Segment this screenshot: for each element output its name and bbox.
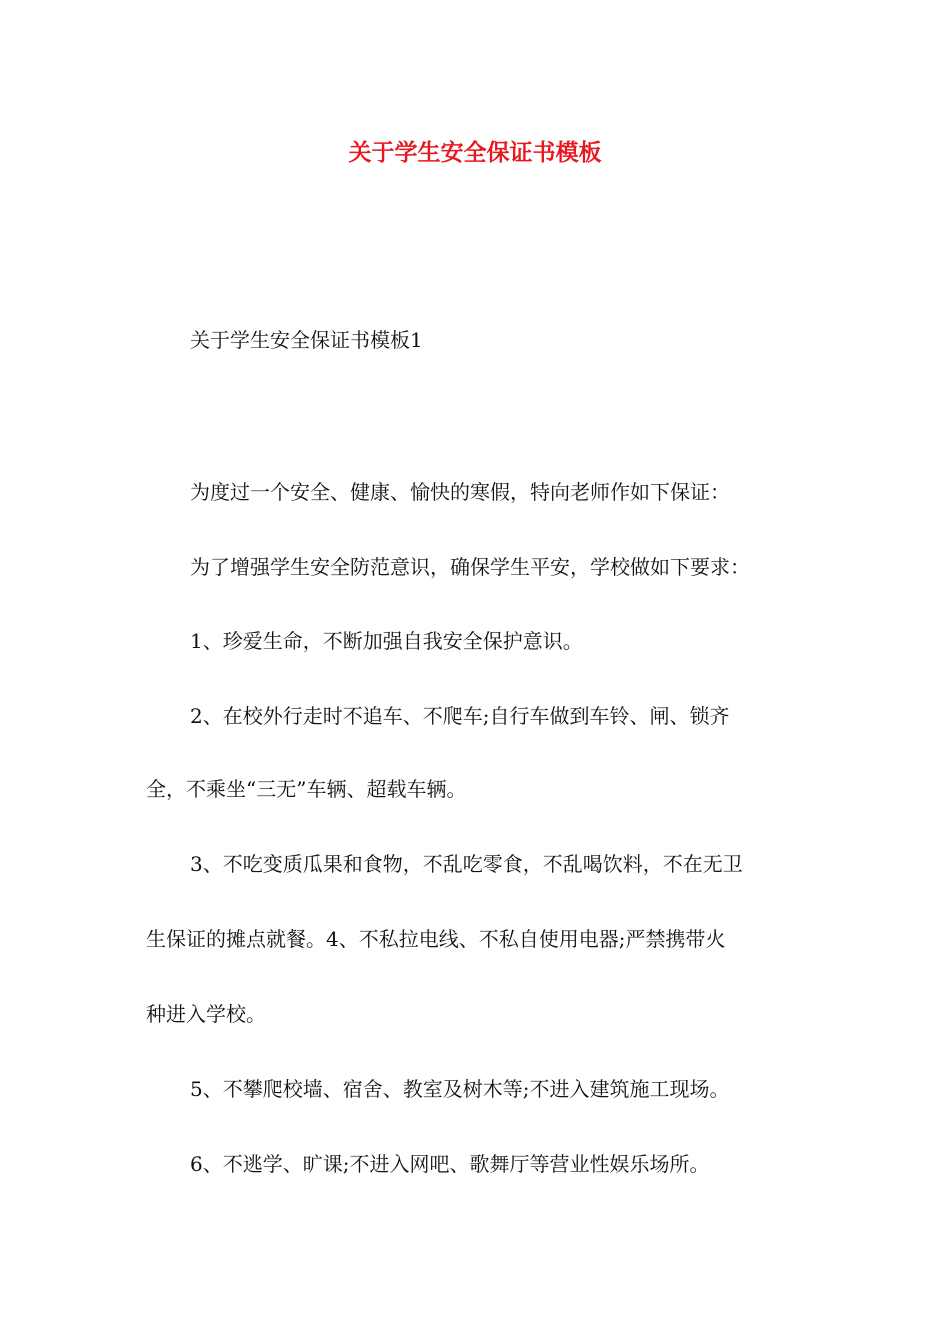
paragraph-line: 1、珍爱生命，不断加强自我安全保护意识。 [190,629,583,653]
section-heading: 关于学生安全保证书模板1 [190,328,423,352]
paragraph-line: 为了增强学生安全防范意识，确保学生平安，学校做如下要求： [190,555,750,579]
paragraph-line: 3、不吃变质瓜果和食物，不乱吃零食，不乱喝饮料，不在无卫 [190,852,743,876]
paragraph-line: 生保证的摊点就餐。4、不私拉电线、不私自使用电器;严禁携带火 [146,927,726,951]
paragraph-line: 全，不乘坐“三无”车辆、超载车辆。 [146,777,467,801]
paragraph-line: 种进入学校。 [146,1002,266,1026]
paragraph-line: 为度过一个安全、健康、愉快的寒假，特向老师作如下保证： [190,480,730,504]
paragraph-line: 5、不攀爬校墙、宿舍、教室及树木等;不进入建筑施工现场。 [190,1077,730,1101]
document-title: 关于学生安全保证书模板 [348,140,602,166]
paragraph-line: 2、在校外行走时不追车、不爬车;自行车做到车铃、闸、锁齐 [190,704,730,728]
paragraph-line: 6、不逃学、旷课;不进入网吧、歌舞厅等营业性娱乐场所。 [190,1152,710,1176]
